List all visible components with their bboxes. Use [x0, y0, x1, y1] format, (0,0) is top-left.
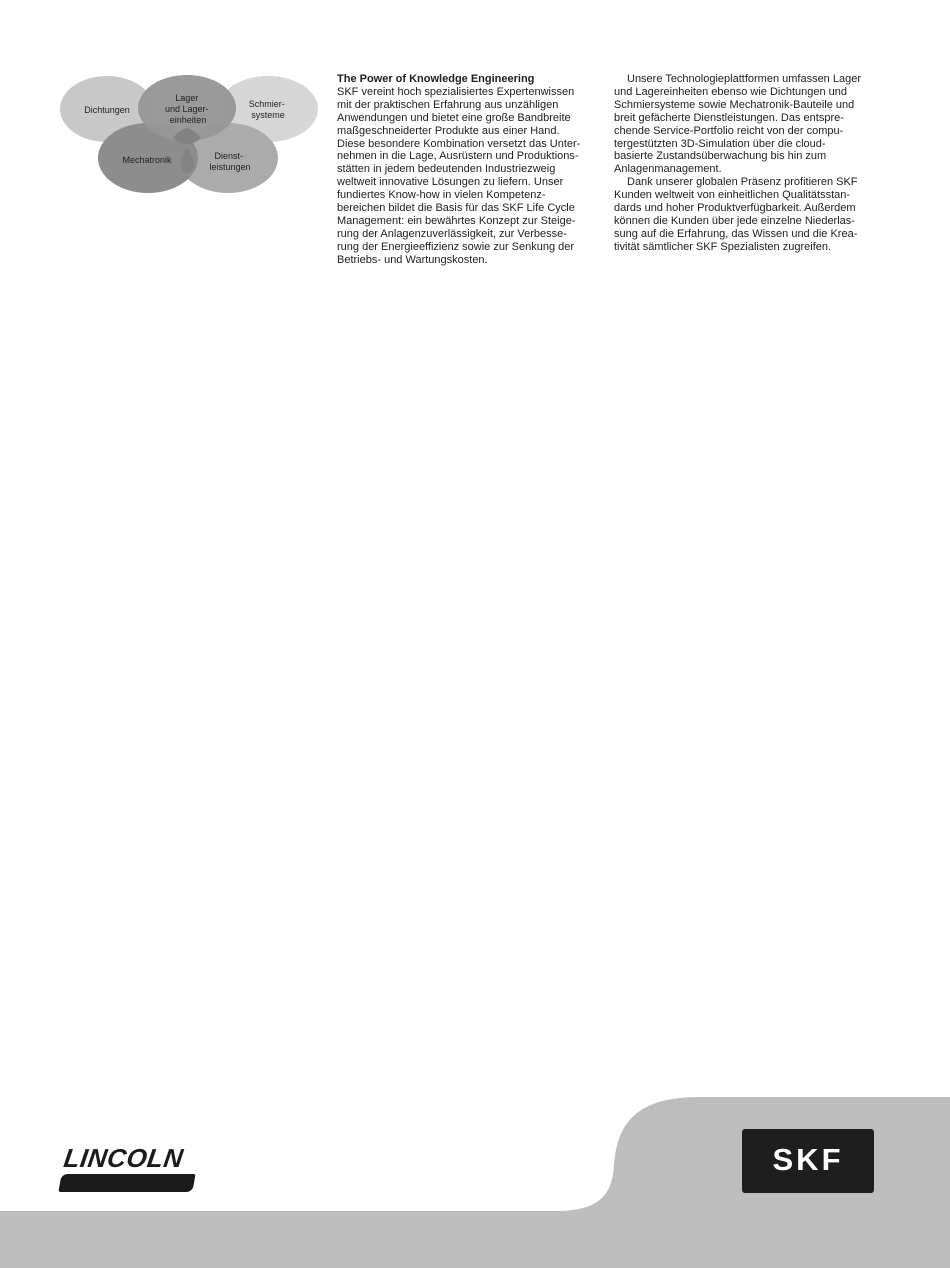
text-line: weltweit innovative Lösungen zu liefern. Unser	[337, 176, 564, 189]
venn-label-dienstleistungen: Dienst- leistungen	[209, 151, 251, 172]
venn-label-mechatronik: Mechatronik	[122, 155, 172, 165]
text-line: maßgeschneiderter Produkte aus einer Hand.	[337, 124, 560, 137]
venn-label-dichtungen: Dichtungen	[84, 105, 130, 115]
text-line: Unsere Technologieplattformen umfassen Lager	[627, 73, 861, 85]
venn-label-schmiersysteme: Schmier- systeme	[248, 99, 285, 120]
text-line: fundiertes Know-how in vielen Kompetenz-	[337, 189, 546, 202]
text-line: Management: ein bewährtes Konzept zur Steige-	[337, 214, 576, 227]
lincoln-logo-text: LINCOLN	[61, 1143, 186, 1173]
text-line: Dank unserer globalen Präsenz profitieren SKF	[627, 176, 858, 189]
text-line: stätten in jedem bedeutenden Industriezweig	[337, 163, 556, 176]
text-line: breit gefächerte Dienstleistungen. Das entspre-	[614, 111, 844, 124]
skf-logo	[742, 1129, 874, 1193]
article-paragraph-2	[614, 73, 876, 176]
skf-logo-box	[742, 1129, 874, 1193]
text-line: rung der Anlagenzuverlässigkeit, zur Verbesse-	[337, 227, 567, 240]
text-line: Kunden weltweit von einheitlichen Qualitätsstan-	[614, 189, 851, 202]
text-line: können die Kunden über jede einzelne Niederlas-	[614, 214, 855, 227]
text-line: SKF vereint hoch spezialisiertes Expertenwissen	[337, 85, 575, 98]
article-column-2	[614, 73, 876, 254]
competence-venn-diagram	[55, 70, 325, 200]
text-line: dards und hoher Produktverfügbarkeit. Außerdem	[614, 202, 856, 215]
text-line: Schmiersysteme sowie Mechatronik-Bauteile und	[614, 98, 855, 111]
text-line: Anwendungen und bietet eine große Bandbreite	[337, 111, 571, 124]
article-paragraph-3	[614, 176, 876, 253]
text-line: sung auf die Erfahrung, das Wissen und die Krea-	[614, 227, 858, 240]
text-line: chende Service-Portfolio reicht von der compu-	[614, 124, 844, 137]
text-line: Betriebs- und Wartungskosten.	[337, 253, 488, 266]
text-line: bereichen bildet die Basis für das SKF Life Cycle	[337, 202, 575, 215]
text-line: basierte Zustandsüberwachung bis hin zum	[614, 150, 827, 163]
article-column-1	[337, 73, 599, 267]
text-line: tergestützten 3D-Simulation über die cloud-	[614, 137, 826, 150]
text-line: Anlagenmanagement.	[614, 163, 722, 176]
text-line: rung der Energieeffizienz sowie zur Senkung der	[337, 240, 575, 253]
skf-logo-text: SKF	[772, 1142, 844, 1177]
lincoln-logo-bar	[58, 1174, 195, 1192]
text-line: nehmen in die Lage, Ausrüstern und Produktions-	[337, 150, 579, 163]
text-line: und Lagereinheiten ebenso wie Dichtungen und	[614, 85, 848, 98]
article-paragraph-1	[337, 86, 599, 267]
lincoln-logo	[58, 1140, 198, 1196]
text-line: tivität sämtlicher SKF Spezialisten zugreifen.	[614, 240, 832, 253]
article-heading: The Power of Knowledge Engineering	[337, 73, 535, 85]
venn-label-lager: Lager und Lager- einheiten	[164, 93, 209, 125]
text-line: Diese besondere Kombination versetzt das Unter-	[337, 137, 581, 150]
text-line: mit der praktischen Erfahrung aus unzähligen	[337, 98, 559, 111]
